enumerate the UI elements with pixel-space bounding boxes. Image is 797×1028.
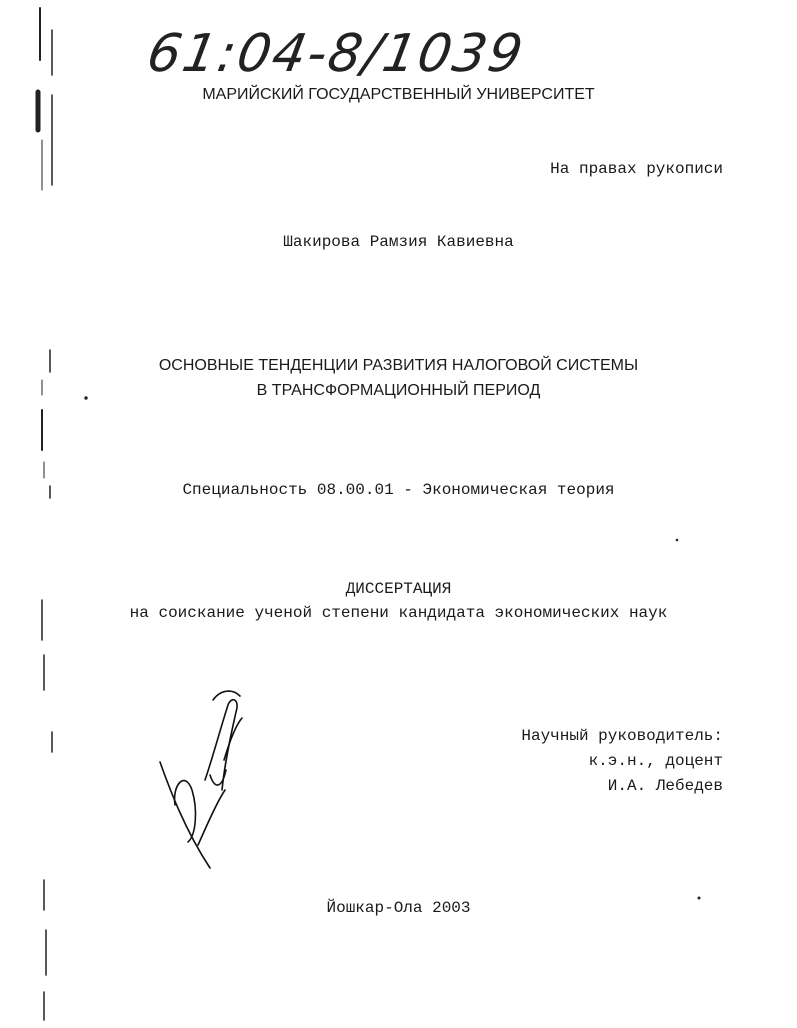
degree-sought: на соискание ученой степени кандидата экономических наук: [129, 604, 668, 622]
supervisor-rank: к.э.н., доцент: [588, 752, 723, 770]
archive-code-handwritten: 61:04-8/1039: [142, 24, 529, 84]
specialty: Специальность 08.00.01 - Экономическая теория: [182, 481, 615, 499]
title-line-2: В ТРАНСФОРМАЦИОННЫЙ ПЕРИОД: [256, 382, 541, 399]
author-name: Шакирова Рамзия Кавиевна: [283, 233, 514, 251]
scan-speck: [676, 539, 678, 541]
supervisor-name: И.А. Лебедев: [607, 777, 723, 795]
supervisor-block: [440, 724, 723, 799]
university-name: МАРИЙСКИЙ ГОСУДАРСТВЕННЫЙ УНИВЕРСИТЕТ: [202, 86, 595, 103]
manuscript-rights-note: На правах рукописи: [550, 160, 723, 178]
supervisor-label: Научный руководитель:: [521, 727, 723, 745]
title-line-1: ОСНОВНЫЕ ТЕНДЕНЦИИ РАЗВИТИЯ НАЛОГОВОЙ СИСТЕМЫ: [158, 357, 639, 374]
city-year: Йошкар-Ола 2003: [326, 899, 471, 917]
document-type: ДИССЕРТАЦИЯ: [345, 580, 452, 598]
signature: [160, 691, 242, 868]
